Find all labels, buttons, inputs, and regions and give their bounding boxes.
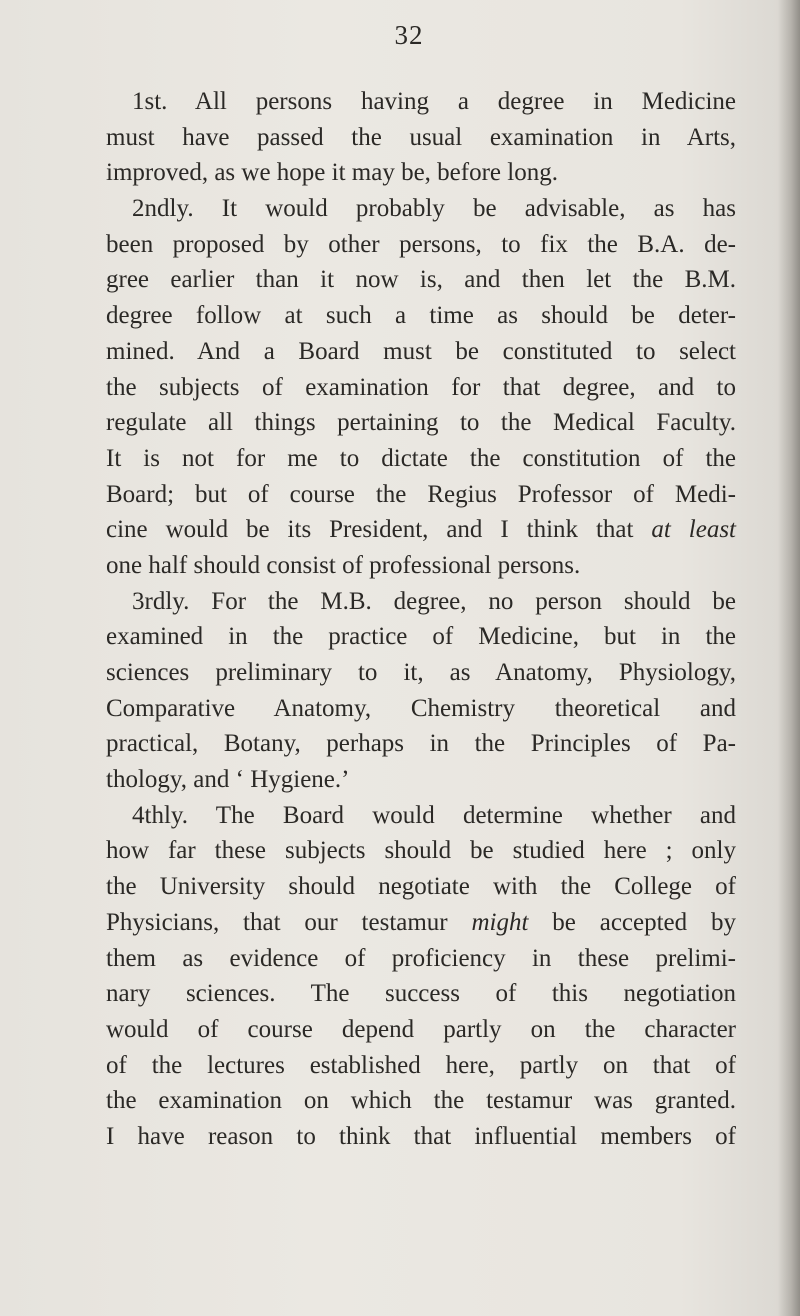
text-line: gree earlier than it now is, and then let the B.M. — [106, 266, 736, 294]
text-line: sciences preliminary to it, as Anatomy, Physiology, — [106, 659, 736, 686]
text-line: one half should consist of professional persons. — [106, 551, 581, 579]
text-line: must have passed the usual examination in Arts, — [106, 123, 736, 151]
text-line: how far these subjects should be studied here ; only — [106, 837, 736, 865]
text-run: Physicians, that our testamur — [106, 908, 472, 936]
text-line: would of course depend partly on the character — [106, 1015, 736, 1043]
text-line: 4thly. The Board would determine whether and — [132, 801, 736, 829]
text-line — [106, 512, 736, 548]
text-line — [106, 905, 736, 941]
text-line: 1st. All persons having a degree in Medicine — [132, 88, 736, 115]
text-line: the University should negotiate with the College of — [106, 873, 736, 901]
italic-emphasis: at least — [651, 516, 736, 544]
text-line: Board; but of course the Regius Professor of Medi- — [106, 480, 736, 508]
text-run: be accepted by — [528, 908, 736, 936]
text-line: regulate all things pertaining to the Medical Faculty. — [106, 409, 736, 437]
page-edge-shadow — [778, 0, 800, 1316]
text-line: improved, as we hope it may be, before long. — [106, 159, 558, 187]
text-line: the subjects of examination for that degree, and to — [106, 373, 736, 401]
text-line: 2ndly. It would probably be advisable, as has — [132, 195, 736, 223]
text-line: of the lectures established here, partly on that of — [106, 1051, 736, 1079]
text-line: 3rdly. For the M.B. degree, no person should be — [132, 587, 736, 615]
text-line: them as evidence of proficiency in these prelimi- — [106, 944, 736, 972]
text-line: Comparative Anatomy, Chemistry theoretical and — [106, 694, 736, 722]
text-line: examined in the practice of Medicine, but in the — [106, 623, 736, 651]
text-line: It is not for me to dictate the constitution of the — [106, 444, 736, 472]
text-line: degree follow at such a time as should be deter- — [106, 302, 736, 330]
italic-emphasis: might — [471, 908, 529, 936]
text-line: thology, and ‘ Hygiene.’ — [106, 766, 350, 794]
body-text — [106, 84, 736, 1155]
text-line: been proposed by other persons, to fix the B.A. de- — [106, 230, 736, 258]
text-line: I have reason to think that influential members of — [106, 1122, 736, 1150]
text-run: cine would be its President, and I think that — [106, 516, 652, 544]
text-line: mined. And a Board must be constituted to select — [106, 337, 736, 365]
page-number: 32 — [394, 20, 424, 50]
text-line: nary sciences. The success of this negotiation — [106, 980, 736, 1008]
text-line: the examination on which the testamur was granted. — [106, 1087, 736, 1115]
text-line: practical, Botany, perhaps in the Principles of Pa- — [106, 730, 736, 758]
